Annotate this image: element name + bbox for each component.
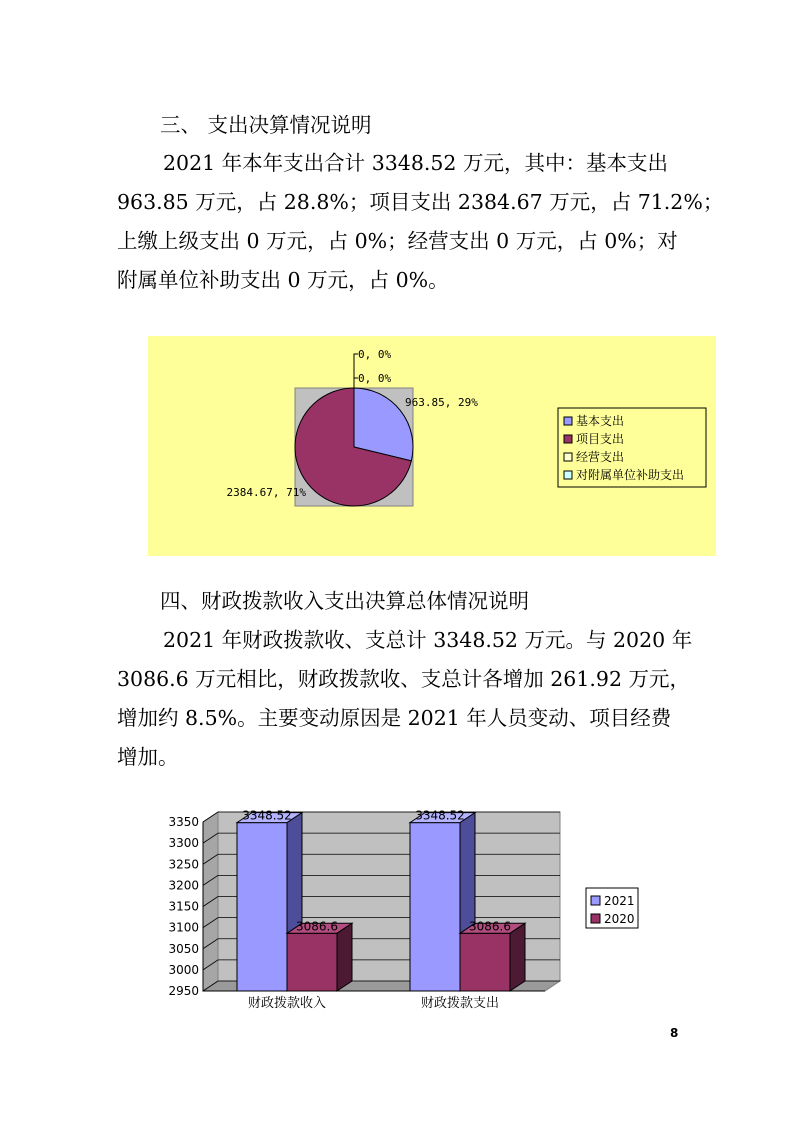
bar-ytick-6: 3250 — [168, 857, 199, 872]
bar-category-1: 财政拨款支出 — [420, 996, 500, 1011]
section4-heading: 四、财政拨款收入支出决算总体情况说明 — [160, 589, 529, 613]
pie-label-2: 0, 0% — [358, 348, 392, 361]
page-number: 8 — [670, 1026, 679, 1040]
bar-ytick-4: 3150 — [168, 899, 199, 914]
section3-heading: 三、 支出决算情况说明 — [160, 113, 372, 137]
bar-legend-swatch-1 — [591, 914, 600, 923]
section3-line-4: 附属单位补助支出 0 万元，占 0%。 — [117, 268, 449, 292]
pie-legend-label-0: 基本支出 — [576, 414, 625, 428]
section3-line-2: 963.85 万元，占 28.8%；项目支出 2384.67 万元，占 71.2%； — [117, 190, 724, 214]
fiscal-bar-chart — [148, 796, 668, 1026]
section4-line-2: 3086.6 万元相比，财政拨款收、支总计各增加 261.92 万元， — [117, 667, 691, 691]
bar-0-0 — [237, 823, 287, 991]
bar-ytick-1: 3000 — [168, 962, 199, 977]
bar-0-1 — [287, 933, 337, 991]
section3-line-3: 上缴上级支出 0 万元，占 0%；经营支出 0 万元，占 0%；对 — [117, 229, 678, 253]
bar-ytick-7: 3300 — [168, 836, 199, 851]
pie-legend-label-2: 经营支出 — [576, 450, 625, 464]
bar-ytick-0: 2950 — [168, 984, 199, 998]
bar-ytick-8: 3350 — [168, 815, 199, 829]
pie-legend-swatch-1 — [564, 435, 572, 443]
section3-line-1: 2021 年本年支出合计 3348.52 万元，其中：基本支出 — [163, 151, 668, 175]
bar-value-label-1-1: 3086.6 — [469, 919, 511, 934]
pie-legend-swatch-0 — [564, 417, 572, 425]
bar-1-1 — [460, 933, 510, 991]
section4-line-4: 增加。 — [117, 745, 179, 769]
bar-value-label-0-1: 3086.6 — [296, 919, 338, 934]
pie-label-3: 0, 0% — [358, 372, 392, 385]
bar-value-label-0-0: 3348.52 — [242, 808, 292, 823]
bar-value-label-1-0: 3348.52 — [415, 808, 465, 823]
pie-legend-swatch-3 — [564, 471, 572, 479]
pie-label-0: 963.85, 29% — [405, 396, 478, 409]
pie-legend-label-1: 项目支出 — [576, 432, 625, 446]
bar-ytick-2: 3050 — [168, 941, 199, 956]
pie-legend-label-3: 对附属单位补助支出 — [576, 468, 685, 482]
bar-side-1-1 — [510, 923, 525, 991]
bar-legend-label-0: 2021 — [604, 894, 635, 908]
expenditure-pie-chart — [148, 336, 716, 556]
bar-legend-swatch-0 — [591, 896, 600, 905]
bar-ytick-5: 3200 — [168, 878, 199, 893]
pie-label-1: 2384.67, 71% — [226, 486, 306, 499]
bar-side-0-1 — [337, 923, 352, 991]
pie-legend-swatch-2 — [564, 453, 572, 461]
bar-ytick-3: 3100 — [168, 920, 199, 935]
bar-legend-label-1: 2020 — [604, 912, 635, 926]
bar-category-0: 财政拨款收入 — [247, 996, 327, 1011]
section4-line-1: 2021 年财政拨款收、支总计 3348.52 万元。与 2020 年 — [163, 628, 693, 652]
section4-line-3: 增加约 8.5%。主要变动原因是 2021 年人员变动、项目经费 — [117, 706, 672, 730]
bar-1-0 — [410, 823, 460, 991]
